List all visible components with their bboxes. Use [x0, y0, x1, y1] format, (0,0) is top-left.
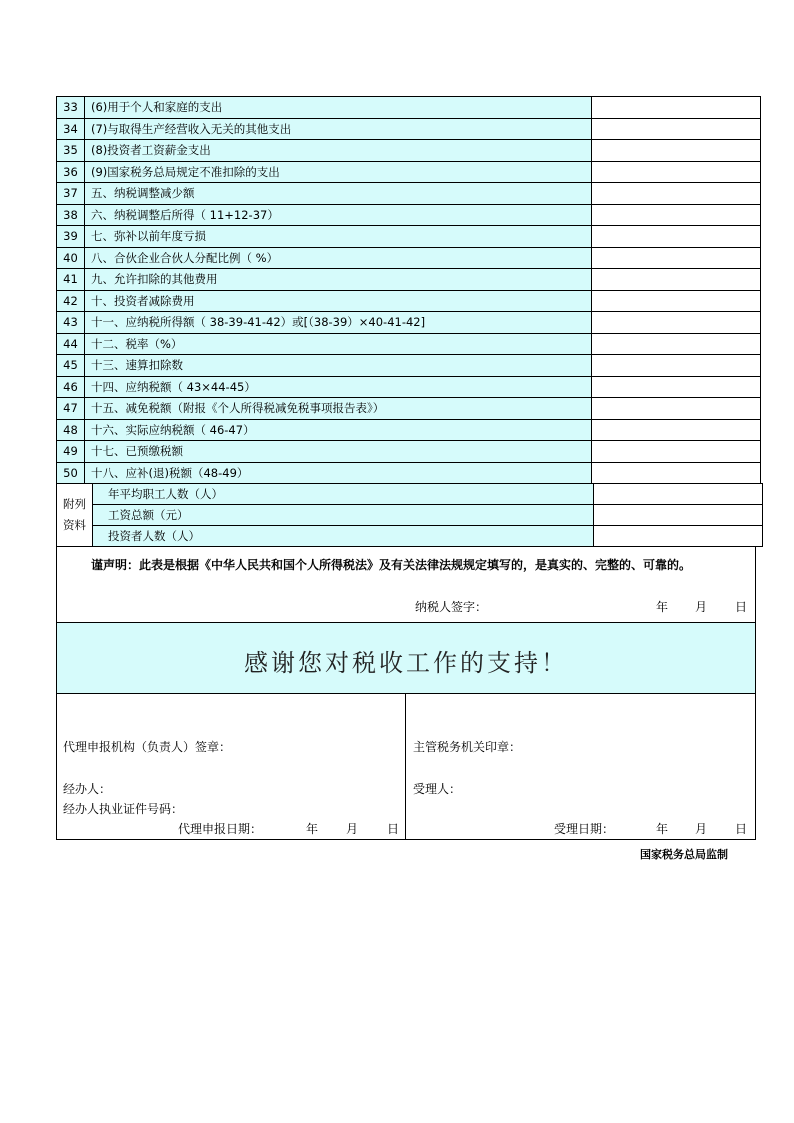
- appendix-item-label: 投资者人数（人）: [93, 526, 594, 547]
- line-item-label: 六、纳税调整后所得（ 11+12-37）: [85, 204, 592, 226]
- line-item-label: 十二、税率（%）: [85, 333, 592, 355]
- thanks-banner: [56, 623, 756, 694]
- line-item-label: (9)国家税务总局规定不准扣除的支出: [85, 161, 592, 183]
- line-amount-cell[interactable]: [592, 118, 761, 140]
- agent-date-year: 年: [306, 822, 319, 836]
- appendix-header-line1: 附列: [63, 497, 86, 511]
- line-number: 46: [57, 376, 85, 398]
- line-amount-cell[interactable]: [592, 140, 761, 162]
- line-item-row: [57, 118, 761, 140]
- line-item-label: 八、合伙企业合伙人分配比例（ %）: [85, 247, 592, 269]
- line-number: 48: [57, 419, 85, 441]
- signature-month-label: 月: [695, 600, 708, 614]
- appendix-header-line2: 资料: [63, 518, 86, 532]
- line-item-label: 十四、应纳税额（ 43×44-45）: [85, 376, 592, 398]
- accept-date-month: 月: [695, 822, 708, 836]
- taxpayer-signature-label: 纳税人签字：: [415, 600, 488, 614]
- line-number: 35: [57, 140, 85, 162]
- thanks-text: 感谢您对税收工作的支持！: [244, 649, 568, 677]
- line-amount-cell[interactable]: [592, 355, 761, 377]
- agent-date-day: 日: [387, 822, 400, 836]
- line-amount-cell[interactable]: [592, 97, 761, 119]
- line-number: 50: [57, 462, 85, 484]
- line-number: 36: [57, 161, 85, 183]
- line-item-row: [57, 312, 761, 334]
- line-number: 40: [57, 247, 85, 269]
- appendix-row: [57, 505, 763, 526]
- line-number: 42: [57, 290, 85, 312]
- appendix-header: [57, 484, 93, 547]
- line-number: 47: [57, 398, 85, 420]
- line-number: 38: [57, 204, 85, 226]
- line-amount-cell[interactable]: [592, 333, 761, 355]
- appendix-table: [56, 483, 763, 547]
- line-number: 45: [57, 355, 85, 377]
- line-item-row: [57, 441, 761, 463]
- line-item-label: (6)用于个人和家庭的支出: [85, 97, 592, 119]
- line-item-label: (8)投资者工资薪金支出: [85, 140, 592, 162]
- appendix-value-cell[interactable]: [594, 505, 763, 526]
- line-item-row: [57, 355, 761, 377]
- line-amount-cell[interactable]: [592, 462, 761, 484]
- line-item-row: [57, 161, 761, 183]
- line-amount-cell[interactable]: [592, 376, 761, 398]
- line-item-label: 五、纳税调整减少额: [85, 183, 592, 205]
- line-item-row: [57, 462, 761, 484]
- line-number: 37: [57, 183, 85, 205]
- declaration-statement: 谨声明：此表是根据《中华人民共和国个人所得税法》及有关法律法规规定填写的，是真实的、完整的、可靠的。: [91, 558, 692, 572]
- line-item-label: 十一、应纳税所得额（ 38-39-41-42）或[（38-39）×40-41-42]: [85, 312, 592, 334]
- appendix-item-label: 年平均职工人数（人）: [93, 484, 594, 505]
- line-amount-cell[interactable]: [592, 419, 761, 441]
- line-item-label: 十六、实际应纳税额（ 46-47）: [85, 419, 592, 441]
- line-amount-cell[interactable]: [592, 441, 761, 463]
- line-number: 43: [57, 312, 85, 334]
- line-item-label: (7)与取得生产经营收入无关的其他支出: [85, 118, 592, 140]
- accept-date-label: 受理日期：: [554, 822, 615, 836]
- line-item-label: 十、投资者减除费用: [85, 290, 592, 312]
- line-item-label: 七、弥补以前年度亏损: [85, 226, 592, 248]
- line-item-row: [57, 269, 761, 291]
- line-item-row: [57, 140, 761, 162]
- line-item-label: 十七、已预缴税额: [85, 441, 592, 463]
- line-number: 39: [57, 226, 85, 248]
- line-item-row: [57, 204, 761, 226]
- accept-date-year: 年: [656, 822, 669, 836]
- tax-authority-seal-label: 主管税务机关印章：: [413, 740, 522, 754]
- agency-seal-label: 代理申报机构（负责人）签章：: [63, 740, 232, 754]
- appendix-value-cell[interactable]: [594, 526, 763, 547]
- line-item-row: [57, 419, 761, 441]
- tax-return-form: [56, 96, 756, 840]
- appendix-item-label: 工资总额（元）: [93, 505, 594, 526]
- footer-issuer: 国家税务总局监制: [640, 848, 728, 861]
- line-item-row: [57, 183, 761, 205]
- line-amount-cell[interactable]: [592, 398, 761, 420]
- line-amount-cell[interactable]: [592, 290, 761, 312]
- line-items-table: [56, 96, 761, 484]
- line-item-row: [57, 226, 761, 248]
- line-item-row: [57, 247, 761, 269]
- line-number: 41: [57, 269, 85, 291]
- accept-date-day: 日: [735, 822, 748, 836]
- agent-date-label: 代理申报日期：: [178, 822, 263, 836]
- handler-label: 经办人：: [63, 782, 112, 796]
- line-amount-cell[interactable]: [592, 183, 761, 205]
- agent-date-month: 月: [346, 822, 359, 836]
- line-number: 44: [57, 333, 85, 355]
- line-amount-cell[interactable]: [592, 161, 761, 183]
- line-item-label: 十五、减免税额（附报《个人所得税减免税事项报告表》）: [85, 398, 592, 420]
- line-number: 33: [57, 97, 85, 119]
- line-item-row: [57, 398, 761, 420]
- line-item-row: [57, 290, 761, 312]
- declaration-section: [56, 547, 756, 623]
- line-item-row: [57, 97, 761, 119]
- line-number: 49: [57, 441, 85, 463]
- agent-section-divider: [405, 694, 406, 839]
- line-item-row: [57, 376, 761, 398]
- signature-year-label: 年: [656, 600, 669, 614]
- handler-cert-label: 经办人执业证件号码：: [63, 802, 184, 816]
- line-amount-cell[interactable]: [592, 269, 761, 291]
- appendix-row: [57, 526, 763, 547]
- line-item-label: 九、允许扣除的其他费用: [85, 269, 592, 291]
- line-item-row: [57, 333, 761, 355]
- receiver-label: 受理人：: [413, 782, 462, 796]
- line-item-label: 十三、速算扣除数: [85, 355, 592, 377]
- signature-day-label: 日: [735, 600, 748, 614]
- appendix-row: [57, 484, 763, 505]
- line-amount-cell[interactable]: [592, 247, 761, 269]
- line-amount-cell[interactable]: [592, 204, 761, 226]
- appendix-value-cell[interactable]: [594, 484, 763, 505]
- line-number: 34: [57, 118, 85, 140]
- line-amount-cell[interactable]: [592, 226, 761, 248]
- line-amount-cell[interactable]: [592, 312, 761, 334]
- agent-section: [56, 694, 756, 840]
- line-item-label: 十八、应补(退)税额（48-49）: [85, 462, 592, 484]
